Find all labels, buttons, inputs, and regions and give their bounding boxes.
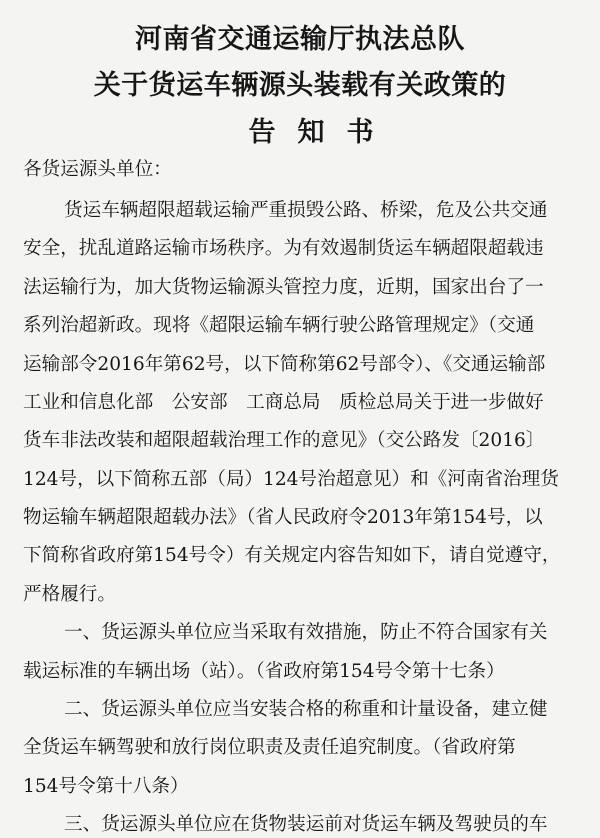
document-title-line-3: 告知书 <box>248 117 396 148</box>
body-line: 物运输车辆超限超载办法》（省人民政府令2013年第154号，以 <box>23 507 543 528</box>
body-line: 工业和信息化部 公安部 工商总局 质检总局关于进一步做好 <box>23 392 544 413</box>
body-line: 载运标准的车辆出场（站）。（省政府第154号令第十七条） <box>23 661 505 682</box>
body-line: 三、货运源头单位应在货物装运前对货运车辆及驾驶员的车 <box>64 814 548 835</box>
body-line: 运输部令2016年第62号，以下简称第62号部令）、《交通运输部 <box>23 354 546 375</box>
body-line: 安全，扰乱道路运输市场秩序。为有效遏制货运车辆超限超载违 <box>23 238 544 259</box>
body-line: 二、货运源头单位应当安装合格的称重和计量设备，建立健 <box>64 699 548 720</box>
document-title-line-2: 关于货运车辆源头装载有关政策的 <box>93 70 507 101</box>
body-line: 法运输行为，加大货物运输源头管控力度，近期，国家出台了一 <box>23 277 544 298</box>
body-line: 货运车辆超限超载运输严重损毁公路、桥梁，危及公共交通 <box>64 200 548 221</box>
salutation: 各货运源头单位： <box>23 159 172 180</box>
body-line: 一、货运源头单位应当采取有效措施，防止不符合国家有关 <box>64 622 548 643</box>
body-line: 全货运车辆驾驶和放行岗位职责及责任追究制度。（省政府第 <box>23 737 516 758</box>
body-line: 124号，以下简称五部（局）124号治超意见）和《河南省治理货 <box>23 469 559 490</box>
document-title-line-1: 河南省交通运输厅执法总队 <box>135 24 465 55</box>
body-line: 下简称省政府第154号令）有关规定内容告知如下，请自觉遵守， <box>23 545 561 566</box>
body-line: 154号令第十八条） <box>23 776 189 797</box>
body-line: 货车非法改装和超限超载治理工作的意见》（交公路发〔2016〕 <box>23 430 545 451</box>
body-line: 严格履行。 <box>23 584 116 605</box>
body-line: 系列治超新政。现将《超限运输车辆行驶公路管理规定》（交通 <box>23 315 535 336</box>
